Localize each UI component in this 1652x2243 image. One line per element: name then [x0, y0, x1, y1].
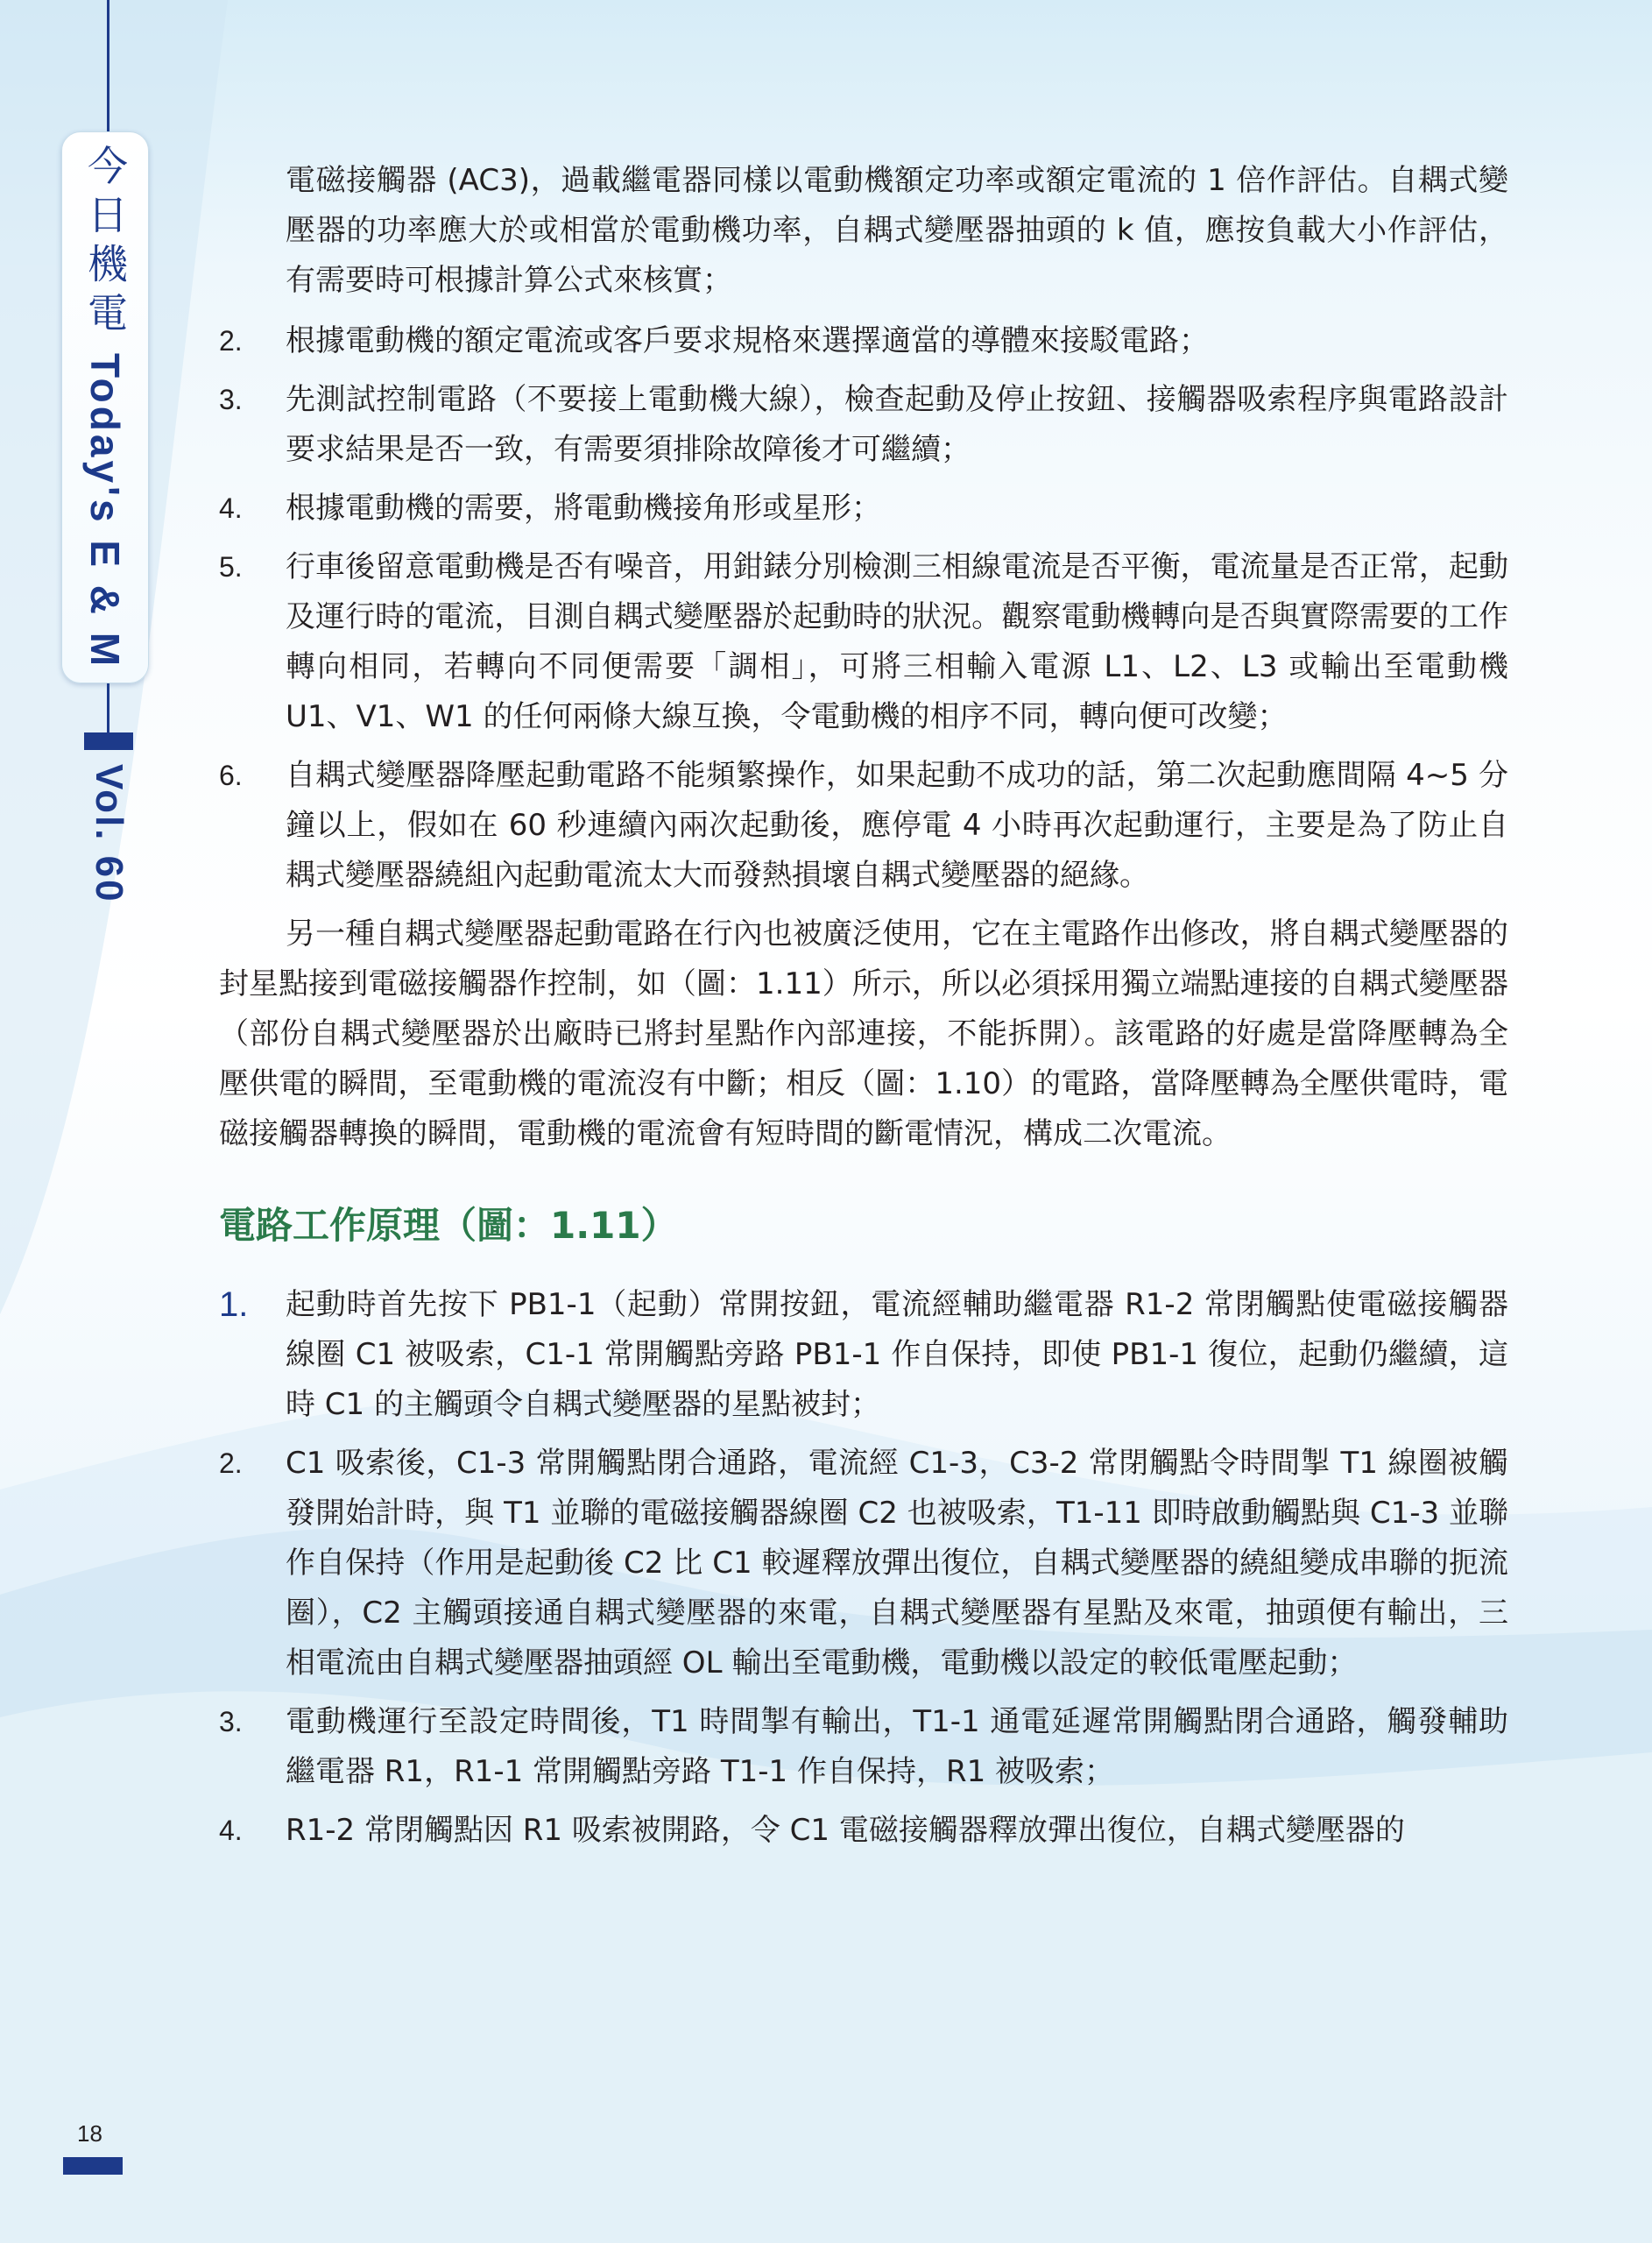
- list-item-text: 電動機運行至設定時間後，T1 時間掣有輸出，T1-1 通電延遲常開觸點閉合通路，觸發輔助繼電器 R1，R1-1 常開觸點旁路 T1-1 作自保持，R1 被吸索；: [286, 1704, 1508, 1789]
- list-item-number: 5.: [219, 551, 243, 583]
- list-item-number: 4.: [219, 1815, 243, 1846]
- list-item: [219, 375, 1508, 475]
- list-item-number: 3.: [219, 1706, 243, 1737]
- list-item: [219, 1439, 1508, 1688]
- list-item-number: 3.: [219, 384, 243, 415]
- list-item-text: 行車後留意電動機是否有噪音，用鉗錶分別檢測三相線電流是否平衡，電流量是否正常，起動及運行時的電流，目測自耦式變壓器於起動時的狀況。觀察電動機轉向是否與實際需要的工作轉向相同，若轉向不同便需要「調相」，可將三相輸入電源 L1、L2、L3 或輸出至電動機 U1、V1、W1 的任何兩條大線互換，令電動機的相序不同，轉向便可改變；: [286, 549, 1508, 734]
- list-item: [219, 1806, 1508, 1856]
- article-body: [219, 156, 1508, 1864]
- list-item: [219, 1697, 1508, 1797]
- list-item-text: C1 吸索後，C1-3 常開觸點閉合通路，電流經 C1-3，C3-2 常閉觸點令時間掣 T1 線圈被觸發開始計時，與 T1 並聯的電磁接觸器線圈 C2 也被吸索，T1-11 即時啟動觸點與 C1-3 並聯作自保持（作用是起動後 C2 比 C1 較遲釋放彈出復位，自耦式變壓器的繞組變成串聯的扼流圈），C2 主觸頭接通自耦式變壓器的來電，自耦式變壓器有星點及來電，抽頭便有輸出，三相電流由自耦式變壓器抽頭經 OL 輸出至電動機，電動機以設定的較低電壓起動；: [286, 1446, 1508, 1680]
- list-item-text: 先測試控制電路（不要接上電動機大線），檢查起動及停止按鈕、接觸器吸索程序與電路設計要求結果是否一致，有需要須排除故障後才可繼續；: [286, 382, 1508, 467]
- page-number: 18: [77, 2120, 102, 2147]
- page-number-bar: [63, 2157, 123, 2175]
- sidebar-rule-top: [107, 0, 109, 131]
- list-item-number: 6.: [219, 760, 243, 791]
- list-item-number: 4.: [219, 492, 243, 524]
- list-item-text: 根據電動機的需要，將電動機接角形或星形；: [286, 491, 881, 526]
- masthead-title-cjk: 今日機電: [81, 145, 129, 342]
- list-item: [219, 484, 1508, 534]
- volume-marker-bar: [84, 732, 133, 750]
- list-item-number: 1.: [219, 1285, 249, 1324]
- list-item-text: 自耦式變壓器降壓起動電路不能頻繁操作，如果起動不成功的話，第二次起動應間隔 4~5 分鐘以上，假如在 60 秒連續內兩次起動後，應停電 4 小時再次起動運行，主要是為了防止自耦式變壓器繞組內起動電流太大而發熱損壞自耦式變壓器的絕緣。: [286, 758, 1508, 893]
- volume-label: Vol. 60: [88, 764, 131, 904]
- list-item-number: 2.: [219, 1447, 243, 1479]
- list-item: [219, 1280, 1508, 1430]
- list-item-text: 起動時首先按下 PB1-1（起動）常開按鈕，電流經輔助繼電器 R1-2 常閉觸點使電磁接觸器線圈 C1 被吸索，C1-1 常開觸點旁路 PB1-1 作自保持，即使 PB1-1 復位，起動仍繼續，這時 C1 的主觸頭令自耦式變壓器的星點被封；: [286, 1287, 1508, 1422]
- list-item: [219, 542, 1508, 742]
- list-item: [219, 751, 1508, 901]
- section-heading: 電路工作原理（圖：1.11）: [219, 1204, 678, 1247]
- list-item-number: 2.: [219, 325, 243, 357]
- list-item: [219, 316, 1508, 366]
- list-item-text: 根據電動機的額定電流或客戶要求規格來選擇適當的導體來接駁電路；: [286, 323, 1209, 358]
- magazine-masthead: [61, 131, 149, 683]
- list-item-text: R1-2 常閉觸點因 R1 吸索被開路，令 C1 電磁接觸器釋放彈出復位，自耦式變壓器的: [286, 1813, 1405, 1848]
- masthead-title-latin: Today's E & M: [82, 353, 128, 670]
- body-paragraph: 另一種自耦式變壓器起動電路在行內也被廣泛使用，它在主電路作出修改，將自耦式變壓器的封星點接到電磁接觸器作控制，如（圖：1.11）所示，所以必須採用獨立端點連接的自耦式變壓器（部份自耦式變壓器於出廠時已將封星點作內部連接，不能拆開）。該電路的好處是當降壓轉為全壓供電的瞬間，至電動機的電流沒有中斷；相反（圖：1.10）的電路，當降壓轉為全壓供電時，電磁接觸器轉換的瞬間，電動機的電流會有短時間的斷電情況，構成二次電流。: [219, 916, 1508, 1151]
- continuation-paragraph: 電磁接觸器 (AC3)，過載繼電器同樣以電動機額定功率或額定電流的 1 倍作評估。自耦式變壓器的功率應大於或相當於電動機功率，自耦式變壓器抽頭的 k 值，應按負載大小作評估，有需要時可根據計算公式來核實；: [286, 163, 1508, 298]
